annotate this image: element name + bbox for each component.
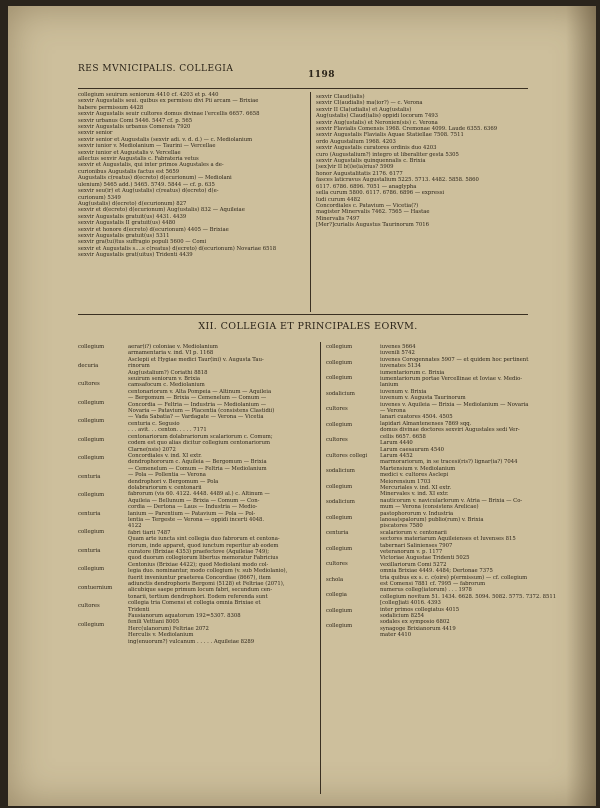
index-line: — Verona xyxy=(380,408,406,415)
index-line: curatore (Brixiae 4353) praefectove (Aquileiae 749); xyxy=(128,549,270,555)
index-line: Herc(ulanorum) Feltriae 2072 xyxy=(128,625,209,632)
index-line: sexvir et d(ecreto) d(ecurionum) Aug(ustalis) 832 — Aquileiae xyxy=(78,207,245,214)
mid-left-labels xyxy=(78,344,126,640)
mid-left-column xyxy=(128,344,316,645)
index-line: sexvir Augustalis II gratuit(us) 4480 xyxy=(78,220,176,227)
index-line: tria quibus ex s. c. c(oire) p(ermissum) — cf. collegium xyxy=(380,574,528,581)
index-line: Minervalis 7497 xyxy=(316,215,360,222)
index-line: Concordia — Feltria — Industria — Mediolanium — xyxy=(128,401,267,408)
index-line: [sex]vir II b(i)e(ia)rius? 5909 xyxy=(316,164,394,171)
index-line: sexvir urbanus Comi 5446. 5447 cf. p. 565 xyxy=(78,117,193,124)
index-line: sexvir senior et Augustalis (sexvir adi. v. d. d.) — c. Mediolanium xyxy=(78,136,253,143)
entry-label: collegium xyxy=(326,623,353,629)
index-line: Fausianorum aquatorum 192=5307. 8308 xyxy=(128,613,241,620)
index-line: Novaria — Patavium — Placentia (consistens Clastidii) xyxy=(128,408,275,415)
index-line: allectus sexvir Augustalis c. Fabrateria vetus xyxy=(78,156,199,163)
column-divider-mid xyxy=(320,342,321,794)
entry-label: collegium xyxy=(326,545,353,552)
index-line: fenili Vettiani 8005 xyxy=(128,619,180,626)
entry-label: cultores xyxy=(326,561,348,567)
index-line: sexvir et Augustalis s....s c(reatus) d(ecreto) d(ecurionum) Novariae 6518 xyxy=(78,245,277,252)
index-line: — Cemenelum — Comum — Feltria — Mediolanium xyxy=(128,465,267,472)
index-line: sexvir Augustalis seuir cultores domus divinae l'ercellis 6657. 6658 xyxy=(78,111,260,118)
entry-label: cultores collegi xyxy=(326,452,368,459)
index-line: collegia tria Comensi et collegia omnia Brixiae et xyxy=(128,600,261,607)
entry-label: sodalicium xyxy=(326,499,355,505)
entry-label: schola xyxy=(326,576,344,583)
column-divider-top xyxy=(310,92,311,312)
index-line: sodalicium 8254 xyxy=(380,613,425,620)
index-line: domus divinae doctores sexviri Augustales sedi Ver- xyxy=(380,427,520,434)
index-line: — Vada Sabatia? — Vardagate — Verona — Vicetia xyxy=(128,414,264,421)
index-line: iumentariorum c. Brixia xyxy=(380,369,445,376)
index-line: pastophororum v. Industria xyxy=(380,510,454,517)
entry-label: collegium xyxy=(78,621,105,628)
index-line: scalariorum v. centonarii xyxy=(380,529,447,536)
index-line: sexvir Aug(ustalis) et Neronien(sis) c. Verona xyxy=(316,119,438,126)
index-line: Mercuriales v. ind. XI extr. xyxy=(380,484,452,491)
index-line: piscatores 7580 xyxy=(380,523,423,530)
index-line: centonariorum dolabrariorum scalariorum c. Comum; xyxy=(128,433,273,440)
entry-label: collegium xyxy=(78,418,105,424)
index-line: 4122 xyxy=(128,523,142,530)
index-line: Aug(ustalis) Claud(ialis) oppidi locorum 7493 xyxy=(316,113,439,120)
index-line: dendrophororum c. Aquileia — Bergomum — Brixia xyxy=(128,459,267,466)
index-line: Clarne(nsis) 2072 xyxy=(128,446,176,453)
index-line: ing(enuorum?) vulcanum . . . . . Aquileiae 8289 xyxy=(128,638,255,645)
index-line: lanium — Parentium — Patavium — Pola — Pol- xyxy=(128,510,256,517)
entry-label: collegium xyxy=(326,607,353,614)
index-line: cellis 6657. 6658 xyxy=(380,433,426,440)
index-line: iumentariorum portae Vercellinae et Ioviae v. Medio- xyxy=(380,376,523,383)
index-line: Aug(ustalium?) Coriathi 8818 xyxy=(128,369,208,376)
index-line: sexvir senior xyxy=(78,130,113,137)
index-line: est Comensi 7881 cf. 7995 — fabrorum xyxy=(380,581,486,588)
index-line: numerus colleg(iatorum) . . . 1978 xyxy=(380,587,472,594)
index-line: iuvenum v. Brixia xyxy=(380,388,427,395)
index-line: sexvir Claud(ialis) xyxy=(316,94,365,100)
entry-label: sodalicium xyxy=(326,390,355,397)
index-line: collegium novitum 51. 1434. 6628. 5094. 5082. 5775. 7372. 8511 xyxy=(380,593,557,600)
index-line: Concordiales c. Patavium — Vicetia(?) xyxy=(316,202,419,209)
index-line: synagoge Brixianorum 4419 xyxy=(380,625,456,632)
index-line: iuvenes 5664 xyxy=(380,344,416,350)
index-line: codem est quo alias dicitur collegium centonariorum xyxy=(128,440,270,447)
entry-label: centuria xyxy=(78,473,101,480)
index-line: Minervales v. ind. XI extr. xyxy=(380,491,449,498)
index-line: sella curum 5800. 6117. 6786. 6896 — expressi xyxy=(316,190,445,197)
index-line: alicubique saepe primum locum fabri, secundum cen- xyxy=(128,587,273,594)
index-line: Larum 4440 xyxy=(380,440,413,447)
index-line: Larum 4452 xyxy=(380,452,413,459)
index-line: mum — Verona (consistens Arelicae) xyxy=(380,504,479,511)
index-line: Herculis v. Mediolanium xyxy=(128,632,194,639)
index-line: fasces laticravus Augustalium 5225. 5713. 4482. 5858. 5860 xyxy=(316,177,479,184)
entry-label: collegium xyxy=(78,436,105,443)
index-line: sexvir Flavialis Comensis 1968. Cremonae 4099. Laude 6355. 6369 xyxy=(316,126,498,133)
entry-label: collegium xyxy=(326,344,353,350)
index-line: Asclepii et Hygiae medici Taur(ini) v. Augusta Tau- xyxy=(128,356,264,363)
index-line: fabrorum (vis 60. 4122. 4448. 4489 al.) c. Altinum — xyxy=(128,491,270,498)
entry-label: decuria xyxy=(78,362,99,369)
top-left-column xyxy=(78,92,304,259)
index-line: legia duo. nominantur, modo collegium (v. sub Mediolanio), xyxy=(128,568,288,575)
index-line: Augustalis c(reatus) d(ecreto) d(ecurionum) — Mediolani xyxy=(78,175,232,182)
entry-label: centuria xyxy=(326,530,349,536)
mid-right-column xyxy=(380,344,557,639)
top-right-column xyxy=(316,94,528,229)
entry-label: centuria xyxy=(78,547,101,554)
index-line: adiunctis dendrophoris Bergomi (5128) et Feltriae (2071), xyxy=(128,581,285,588)
index-line: Quam arte iuncta sint collegia duo fabrorum et centona- xyxy=(128,536,280,543)
index-line: iuvenili 5742 xyxy=(380,350,415,357)
entry-label: cultores xyxy=(78,381,100,387)
index-line: centuria c. Segusio xyxy=(128,420,180,427)
index-line: Meiorensium 1703 xyxy=(380,478,431,485)
index-line: Concordiales v. ind. XI extr. xyxy=(128,452,202,459)
index-line: sexvir Augustalis quinquennalis c. Brixia xyxy=(316,158,426,165)
book-page xyxy=(8,6,596,806)
index-line: sexvir gra(tui)tus suffragio populi 5600 — Comi xyxy=(78,239,207,246)
index-line: sodales ex symposio 6802 xyxy=(380,619,450,626)
entry-label: collegium xyxy=(78,344,105,350)
entry-label: collegium xyxy=(326,421,353,428)
index-line: veteranorum v. p. 1177 xyxy=(380,549,443,555)
index-line: Aug(ustalis) d(ecreto) d(ecurionum) 827 xyxy=(78,200,187,207)
entry-label: cultores xyxy=(78,603,100,609)
index-line: sexvir iunior et Augustalis v. Vercellae xyxy=(78,149,181,156)
header-title: RES MVNICIPALIS. COLLEGIA xyxy=(78,64,234,74)
index-line: cordia — Dertona — Laus — Industria — Medio- xyxy=(128,504,258,511)
index-line: habere permissum 4428 xyxy=(78,104,144,111)
index-line: iuvenum v. Augusta Taurinorum xyxy=(380,395,466,402)
index-line: sexvir Augustalis grat(uitus) Tridenti 4439 xyxy=(78,252,193,259)
entry-label: collegia xyxy=(326,592,347,598)
entry-label: collegium xyxy=(326,483,353,490)
index-line: camsafocum c. Mediolanium xyxy=(128,382,205,389)
index-line: seuirum seniorum v. Brixia xyxy=(128,376,201,383)
index-line: dendrophori v. Bergomum — Pola xyxy=(128,478,219,485)
index-line: curionibus Augustalis factus est 5659 xyxy=(78,168,180,175)
index-line: Larum caesaurum 4540 xyxy=(380,446,445,453)
index-line: dolabrariorum v. centonarii xyxy=(128,484,202,491)
index-line: medici v. cultores Asclepi xyxy=(380,472,449,479)
index-line: Martensium v. Mediolanium xyxy=(380,465,456,472)
index-line: sexvir Augustalis urbanus Comensis 7920 xyxy=(78,124,191,131)
entry-label: centuria xyxy=(78,510,101,517)
entry-label: collegium xyxy=(326,514,353,521)
entry-label: collegium xyxy=(78,455,105,461)
index-line: [Mer?]curialis Augustus Taurinorum 7016 xyxy=(316,222,429,229)
page-fold-shadow xyxy=(566,6,596,806)
index-line: fabri tiarii 7487 xyxy=(128,529,171,536)
index-line: Centonius (Brixiae 4422); quod Mediolani modo col- xyxy=(128,561,269,568)
entry-label: collegium xyxy=(78,399,105,406)
index-line: omnia Brixiae 4449. 4484; Dertonae 7375 xyxy=(380,568,493,575)
index-line: tonarii, tertium dendrophori. Eodem referenda sunt xyxy=(128,593,268,600)
header-rule xyxy=(78,88,528,89)
index-line: sexvir Augustalis gratuit(us) 5311 xyxy=(78,232,170,239)
entry-label: collegium xyxy=(326,359,353,366)
index-line: honor Augustalitatis 2176. 6177 xyxy=(316,170,403,177)
index-line: lapidari Almantenenses 7869 sqq. xyxy=(380,420,472,427)
index-line: fuerit inveniuntur praeterea Concordiae (8667), item xyxy=(128,574,271,581)
index-line: sectores materiarum Aquileienses et Iuvenses 815 xyxy=(380,536,516,543)
index-line: sexvir Augustalis curatores ordinis duo 4203 xyxy=(316,145,437,152)
index-line: Aquileia — Bellunum — Brixia — Comum — Con- xyxy=(128,497,260,504)
index-line: marmorariorum, in se tracesi(ris?) lignar(ia?) 7044 xyxy=(380,459,518,466)
index-line: ludi curum 4482 xyxy=(316,196,361,203)
index-line: ulenium) 5465 add.) 5465. 5749. 5844 — cf. p. 635 xyxy=(78,181,215,188)
index-line: mater 4410 xyxy=(380,632,412,639)
index-line: iuvenes v. Aquileia — Brixia — Mediolanium — Novaria xyxy=(380,401,529,408)
index-line: ordo Augustalium 1968. 4203 xyxy=(316,138,396,145)
section-title: XII. COLLEGIA ET PRINCIPALES EORVM. xyxy=(198,321,418,332)
page-number: 1198 xyxy=(308,70,336,80)
entry-label: collegium xyxy=(78,529,105,535)
index-line: aerar(i?) coloniae v. Mediolanium xyxy=(128,344,218,350)
index-line: magister Minervalis 7462. 7565 — Hastae xyxy=(316,209,430,216)
index-line: curionum) 5349 xyxy=(78,194,121,201)
index-line: vexillariorum Comi 5272 xyxy=(380,561,447,568)
index-line: 6117. 6786. 6896. 7051 — anaglypha xyxy=(316,183,417,190)
index-line: . . . avit. . . centon. . . . . 7171 xyxy=(128,427,207,434)
index-line: collegium seuirum seniorum 4410 cf. 4203 et p. 440 xyxy=(78,92,219,98)
index-line: quod duorum collegiorum libertus memoratur Fabricius xyxy=(128,555,279,562)
index-line: riorum, inde apparet, quod iunctum reperitur ab eodem xyxy=(128,542,279,549)
entry-label: collegium xyxy=(78,566,105,572)
index-line: nauticorum v. navicularlorum v. Atria — Brixia — Co- xyxy=(380,497,523,504)
index-line: sexvir Augustalis seui. quibus ex permissu divi Pii arcam — Brixiae xyxy=(78,98,259,105)
index-line: lanari cuatores 4504. 4505 xyxy=(380,414,453,421)
index-line: curo (Augustalium?) integro ut liberaliter gesta 5305 xyxy=(316,151,459,158)
index-line: iuvenes Corogennates 5907 — et quidem hoc pertinent xyxy=(380,356,529,363)
mid-right-labels xyxy=(326,344,378,639)
index-line: Victoriae Augustae Tridenti 5025 xyxy=(380,555,470,562)
index-line: sexvir II Cla(udialis) et Aug(ustalis) xyxy=(316,106,412,113)
index-line: iuvenates 5134 xyxy=(380,363,421,370)
index-line: sexvir et honore d(ecreto) d(ecurionum) 4405 — Brixiae xyxy=(78,226,229,233)
entry-label: collegium xyxy=(326,375,353,381)
entry-label: cultores xyxy=(326,406,348,412)
index-line: lanium xyxy=(380,382,399,389)
index-line: Tridenti xyxy=(128,606,150,613)
entry-label: contuernium xyxy=(78,584,113,591)
index-line: tabernari Salinienses 7907 xyxy=(380,542,453,549)
index-line: sexvir et Augustalis, qui inter primos Augustales a de- xyxy=(78,162,224,169)
index-line: [colleg]iati 4016. 4393 xyxy=(380,600,441,607)
index-line: sexvir seu(ir) et Aug(ustalis) c(reatus) d(ecreto) d(e- xyxy=(78,188,219,195)
index-line: sexvir Cl(audialis) ma(ior?) — c. Verona xyxy=(316,100,423,107)
index-line: — Bergomum — Brixia — Cemenelum — Comum — xyxy=(128,395,267,402)
index-line: inter primos collegiatus 4015 xyxy=(380,606,460,613)
index-line: centonariorum v. Alta Pompeia — Altinum — Aquileia xyxy=(128,388,272,395)
index-line: — Pola — Pollentia — Verona xyxy=(128,472,206,479)
index-line: armamentaria v. ind. VI p. 1168 xyxy=(128,350,214,357)
index-line: rinorum xyxy=(128,363,150,370)
index-line: sexvir Augustalis Flavialis Aquae Statiellae 7508. 7511 xyxy=(316,132,464,139)
index-line: sexvir Augustalis gratuit(us) 4431. 4439 xyxy=(78,213,187,220)
entry-label: cultores xyxy=(326,437,348,443)
entry-label: collegium xyxy=(78,492,105,498)
entry-label: sodalicium xyxy=(326,468,355,474)
index-line: lanosa(spalorum) publio(rum) v. Brixia xyxy=(380,516,484,523)
index-line: sexvir iunior v. Mediolanium — Taurini — Vercellae xyxy=(78,143,216,150)
index-line: lentia — Tergeste — Verona — oppidi incerti 4048. xyxy=(128,516,265,523)
section-rule xyxy=(78,314,528,315)
